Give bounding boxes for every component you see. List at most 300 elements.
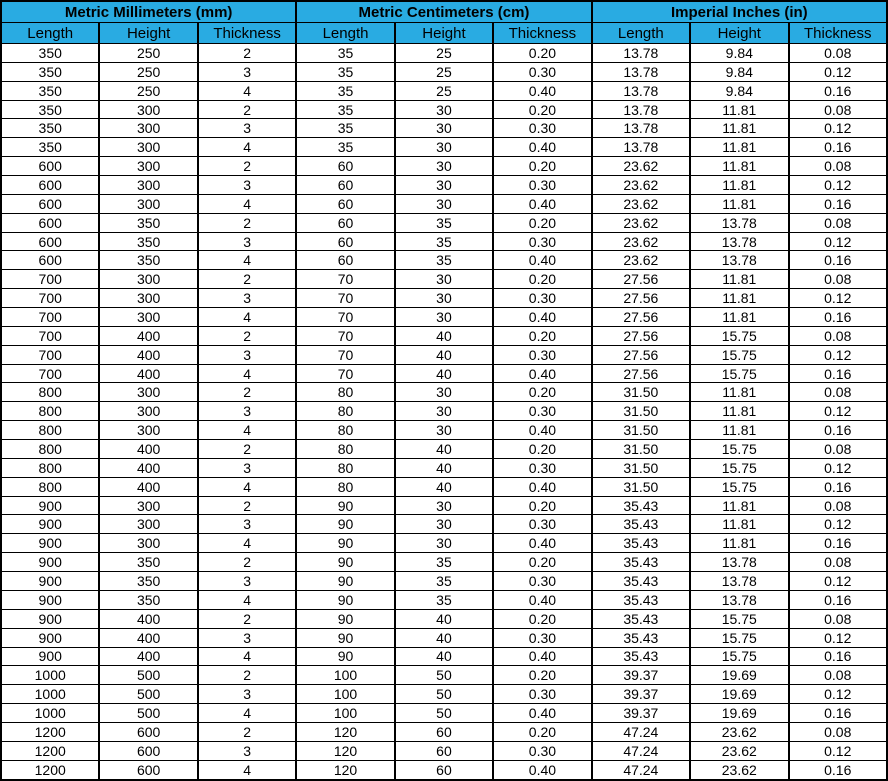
- cell: 35: [395, 213, 493, 232]
- cell: 400: [99, 440, 197, 459]
- cell: 47.24: [592, 741, 690, 760]
- cell: 19.69: [690, 666, 788, 685]
- cell: 350: [1, 138, 99, 157]
- cell: 11.81: [690, 119, 788, 138]
- cell: 0.30: [493, 572, 591, 591]
- cell: 0.08: [789, 440, 888, 459]
- cell: 0.12: [789, 289, 888, 308]
- col-header-cm-length: Length: [296, 23, 394, 44]
- cell: 13.78: [690, 232, 788, 251]
- cell: 2: [198, 157, 296, 176]
- cell: 13.78: [690, 251, 788, 270]
- cell: 90: [296, 628, 394, 647]
- cell: 2: [198, 326, 296, 345]
- cell: 0.30: [493, 458, 591, 477]
- cell: 0.16: [789, 364, 888, 383]
- cell: 47.24: [592, 760, 690, 780]
- cell: 4: [198, 308, 296, 327]
- table-row: [1, 477, 887, 496]
- cell: 0.40: [493, 308, 591, 327]
- cell: 19.69: [690, 685, 788, 704]
- cell: 0.12: [789, 572, 888, 591]
- table-row: [1, 628, 887, 647]
- cell: 3: [198, 628, 296, 647]
- cell: 90: [296, 609, 394, 628]
- cell: 0.30: [493, 628, 591, 647]
- cell: 80: [296, 383, 394, 402]
- table-row: [1, 100, 887, 119]
- cell: 0.08: [789, 666, 888, 685]
- table-row: [1, 609, 887, 628]
- col-header-in-thickness: Thickness: [789, 23, 888, 44]
- cell: 50: [395, 685, 493, 704]
- cell: 0.20: [493, 722, 591, 741]
- cell: 60: [296, 157, 394, 176]
- cell: 600: [1, 213, 99, 232]
- cell: 30: [395, 157, 493, 176]
- cell: 120: [296, 760, 394, 780]
- cell: 0.16: [789, 138, 888, 157]
- cell: 13.78: [690, 572, 788, 591]
- cell: 2: [198, 553, 296, 572]
- cell: 600: [99, 741, 197, 760]
- cell: 0.08: [789, 553, 888, 572]
- cell: 600: [1, 232, 99, 251]
- cell: 0.30: [493, 345, 591, 364]
- cell: 35.43: [592, 553, 690, 572]
- table-row: [1, 421, 887, 440]
- cell: 39.37: [592, 704, 690, 723]
- col-header-in-length: Length: [592, 23, 690, 44]
- cell: 50: [395, 666, 493, 685]
- cell: 0.08: [789, 213, 888, 232]
- cell: 30: [395, 402, 493, 421]
- cell: 3: [198, 741, 296, 760]
- cell: 11.81: [690, 402, 788, 421]
- cell: 300: [99, 100, 197, 119]
- cell: 35.43: [592, 628, 690, 647]
- cell: 11.81: [690, 308, 788, 327]
- cell: 4: [198, 760, 296, 780]
- cell: 4: [198, 421, 296, 440]
- cell: 90: [296, 534, 394, 553]
- cell: 27.56: [592, 289, 690, 308]
- cell: 0.16: [789, 194, 888, 213]
- group-header-metric-centimeters: Metric Centimeters (cm): [296, 1, 591, 23]
- cell: 350: [99, 251, 197, 270]
- cell: 300: [99, 270, 197, 289]
- cell: 15.75: [690, 609, 788, 628]
- cell: 80: [296, 477, 394, 496]
- cell: 3: [198, 345, 296, 364]
- cell: 23.62: [592, 157, 690, 176]
- table-row: [1, 44, 887, 63]
- cell: 300: [99, 402, 197, 421]
- cell: 0.08: [789, 44, 888, 63]
- cell: 350: [99, 572, 197, 591]
- cell: 0.12: [789, 741, 888, 760]
- table-row: [1, 364, 887, 383]
- col-header-in-height: Height: [690, 23, 788, 44]
- cell: 0.30: [493, 515, 591, 534]
- table-row: [1, 326, 887, 345]
- cell: 300: [99, 515, 197, 534]
- cell: 39.37: [592, 685, 690, 704]
- table-row: [1, 176, 887, 195]
- cell: 0.12: [789, 232, 888, 251]
- cell: 35: [296, 44, 394, 63]
- cell: 350: [1, 119, 99, 138]
- cell: 35: [296, 100, 394, 119]
- cell: 400: [99, 477, 197, 496]
- cell: 60: [296, 232, 394, 251]
- cell: 1000: [1, 685, 99, 704]
- cell: 30: [395, 308, 493, 327]
- cell: 31.50: [592, 421, 690, 440]
- cell: 90: [296, 553, 394, 572]
- cell: 40: [395, 364, 493, 383]
- cell: 2: [198, 383, 296, 402]
- group-header-metric-millimeters: Metric Millimeters (mm): [1, 1, 296, 23]
- cell: 600: [1, 176, 99, 195]
- table-row: [1, 232, 887, 251]
- cell: 0.16: [789, 308, 888, 327]
- col-header-cm-thickness: Thickness: [493, 23, 591, 44]
- cell: 800: [1, 421, 99, 440]
- cell: 0.20: [493, 326, 591, 345]
- col-header-mm-length: Length: [1, 23, 99, 44]
- cell: 0.08: [789, 609, 888, 628]
- cell: 13.78: [592, 138, 690, 157]
- cell: 11.81: [690, 270, 788, 289]
- cell: 60: [296, 251, 394, 270]
- cell: 35.43: [592, 609, 690, 628]
- cell: 0.30: [493, 119, 591, 138]
- cell: 0.12: [789, 458, 888, 477]
- cell: 40: [395, 458, 493, 477]
- cell: 2: [198, 270, 296, 289]
- cell: 700: [1, 308, 99, 327]
- cell: 11.81: [690, 383, 788, 402]
- cell: 300: [99, 308, 197, 327]
- table-row: [1, 157, 887, 176]
- cell: 35: [296, 119, 394, 138]
- cell: 900: [1, 515, 99, 534]
- cell: 13.78: [690, 590, 788, 609]
- cell: 900: [1, 534, 99, 553]
- table-row: [1, 685, 887, 704]
- cell: 4: [198, 590, 296, 609]
- cell: 0.30: [493, 741, 591, 760]
- cell: 23.62: [690, 722, 788, 741]
- cell: 0.40: [493, 760, 591, 780]
- cell: 90: [296, 572, 394, 591]
- group-header-imperial-inches: Imperial Inches (in): [592, 1, 887, 23]
- table-row: [1, 62, 887, 81]
- cell: 700: [1, 345, 99, 364]
- cell: 600: [1, 157, 99, 176]
- cell: 39.37: [592, 666, 690, 685]
- cell: 4: [198, 251, 296, 270]
- cell: 900: [1, 496, 99, 515]
- cell: 350: [1, 100, 99, 119]
- table-row: [1, 138, 887, 157]
- cell: 30: [395, 119, 493, 138]
- table-row: [1, 496, 887, 515]
- table-row: [1, 383, 887, 402]
- cell: 0.30: [493, 289, 591, 308]
- cell: 40: [395, 440, 493, 459]
- cell: 0.16: [789, 81, 888, 100]
- cell: 0.40: [493, 704, 591, 723]
- cell: 0.16: [789, 590, 888, 609]
- cell: 2: [198, 44, 296, 63]
- cell: 30: [395, 138, 493, 157]
- cell: 31.50: [592, 402, 690, 421]
- cell: 400: [99, 609, 197, 628]
- cell: 40: [395, 326, 493, 345]
- cell: 0.20: [493, 609, 591, 628]
- cell: 0.08: [789, 100, 888, 119]
- cell: 1200: [1, 722, 99, 741]
- cell: 35: [395, 232, 493, 251]
- cell: 70: [296, 345, 394, 364]
- cell: 25: [395, 62, 493, 81]
- cell: 40: [395, 647, 493, 666]
- cell: 900: [1, 647, 99, 666]
- cell: 0.20: [493, 383, 591, 402]
- cell: 0.20: [493, 157, 591, 176]
- cell: 9.84: [690, 44, 788, 63]
- cell: 90: [296, 647, 394, 666]
- cell: 600: [1, 251, 99, 270]
- cell: 400: [99, 628, 197, 647]
- cell: 0.16: [789, 647, 888, 666]
- cell: 500: [99, 666, 197, 685]
- cell: 3: [198, 402, 296, 421]
- cell: 350: [1, 81, 99, 100]
- cell: 0.08: [789, 496, 888, 515]
- cell: 60: [395, 722, 493, 741]
- cell: 13.78: [592, 62, 690, 81]
- cell: 300: [99, 157, 197, 176]
- cell: 27.56: [592, 364, 690, 383]
- cell: 0.40: [493, 421, 591, 440]
- cell: 3: [198, 572, 296, 591]
- cell: 0.20: [493, 666, 591, 685]
- cell: 2: [198, 440, 296, 459]
- cell: 1200: [1, 760, 99, 780]
- table-row: [1, 760, 887, 780]
- cell: 3: [198, 515, 296, 534]
- cell: 35: [296, 62, 394, 81]
- cell: 400: [99, 326, 197, 345]
- cell: 0.40: [493, 534, 591, 553]
- cell: 30: [395, 496, 493, 515]
- cell: 250: [99, 81, 197, 100]
- column-header-row: [1, 23, 887, 44]
- cell: 0.30: [493, 62, 591, 81]
- table-row: [1, 572, 887, 591]
- cell: 2: [198, 666, 296, 685]
- cell: 900: [1, 590, 99, 609]
- cell: 15.75: [690, 440, 788, 459]
- table-row: [1, 458, 887, 477]
- cell: 0.12: [789, 402, 888, 421]
- cell: 35: [296, 81, 394, 100]
- cell: 11.81: [690, 515, 788, 534]
- cell: 350: [1, 62, 99, 81]
- cell: 0.30: [493, 402, 591, 421]
- cell: 70: [296, 270, 394, 289]
- cell: 90: [296, 496, 394, 515]
- cell: 0.40: [493, 364, 591, 383]
- cell: 35.43: [592, 590, 690, 609]
- cell: 0.40: [493, 477, 591, 496]
- cell: 60: [296, 176, 394, 195]
- cell: 3: [198, 289, 296, 308]
- cell: 300: [99, 194, 197, 213]
- cell: 13.78: [592, 119, 690, 138]
- col-header-mm-height: Height: [99, 23, 197, 44]
- cell: 4: [198, 364, 296, 383]
- cell: 35.43: [592, 496, 690, 515]
- cell: 3: [198, 62, 296, 81]
- table-row: [1, 251, 887, 270]
- table-row: [1, 722, 887, 741]
- cell: 23.62: [690, 760, 788, 780]
- cell: 0.16: [789, 421, 888, 440]
- cell: 300: [99, 289, 197, 308]
- cell: 0.12: [789, 119, 888, 138]
- cell: 0.12: [789, 345, 888, 364]
- table-row: [1, 666, 887, 685]
- cell: 30: [395, 289, 493, 308]
- cell: 60: [395, 741, 493, 760]
- table-row: [1, 270, 887, 289]
- cell: 27.56: [592, 308, 690, 327]
- cell: 13.78: [592, 81, 690, 100]
- cell: 0.20: [493, 100, 591, 119]
- cell: 4: [198, 704, 296, 723]
- cell: 70: [296, 308, 394, 327]
- cell: 60: [395, 760, 493, 780]
- cell: 250: [99, 62, 197, 81]
- table-row: [1, 213, 887, 232]
- cell: 90: [296, 515, 394, 534]
- cell: 0.08: [789, 157, 888, 176]
- cell: 35: [395, 572, 493, 591]
- cell: 100: [296, 704, 394, 723]
- cell: 0.40: [493, 81, 591, 100]
- cell: 4: [198, 81, 296, 100]
- cell: 600: [1, 194, 99, 213]
- cell: 0.30: [493, 232, 591, 251]
- cell: 30: [395, 270, 493, 289]
- cell: 40: [395, 345, 493, 364]
- cell: 350: [99, 213, 197, 232]
- cell: 400: [99, 364, 197, 383]
- cell: 80: [296, 402, 394, 421]
- cell: 40: [395, 628, 493, 647]
- cell: 900: [1, 628, 99, 647]
- cell: 0.12: [789, 515, 888, 534]
- cell: 30: [395, 421, 493, 440]
- cell: 30: [395, 515, 493, 534]
- cell: 2: [198, 609, 296, 628]
- cell: 11.81: [690, 194, 788, 213]
- cell: 0.12: [789, 176, 888, 195]
- cell: 900: [1, 609, 99, 628]
- cell: 500: [99, 704, 197, 723]
- table-row: [1, 289, 887, 308]
- cell: 0.30: [493, 685, 591, 704]
- cell: 300: [99, 138, 197, 157]
- cell: 13.78: [592, 100, 690, 119]
- table-row: [1, 704, 887, 723]
- cell: 800: [1, 477, 99, 496]
- cell: 11.81: [690, 496, 788, 515]
- cell: 300: [99, 534, 197, 553]
- cell: 35.43: [592, 534, 690, 553]
- cell: 13.78: [592, 44, 690, 63]
- cell: 31.50: [592, 477, 690, 496]
- cell: 27.56: [592, 326, 690, 345]
- table-row: [1, 440, 887, 459]
- cell: 0.08: [789, 270, 888, 289]
- cell: 30: [395, 194, 493, 213]
- table-row: [1, 194, 887, 213]
- cell: 9.84: [690, 81, 788, 100]
- cell: 3: [198, 176, 296, 195]
- cell: 300: [99, 496, 197, 515]
- cell: 70: [296, 326, 394, 345]
- cell: 600: [99, 760, 197, 780]
- cell: 0.08: [789, 383, 888, 402]
- table-row: [1, 515, 887, 534]
- cell: 35.43: [592, 647, 690, 666]
- cell: 4: [198, 647, 296, 666]
- cell: 700: [1, 326, 99, 345]
- cell: 50: [395, 704, 493, 723]
- cell: 3: [198, 232, 296, 251]
- table-row: [1, 308, 887, 327]
- cell: 40: [395, 609, 493, 628]
- cell: 350: [99, 232, 197, 251]
- cell: 80: [296, 440, 394, 459]
- cell: 40: [395, 477, 493, 496]
- cell: 0.12: [789, 685, 888, 704]
- cell: 0.40: [493, 251, 591, 270]
- cell: 23.62: [592, 232, 690, 251]
- cell: 0.40: [493, 138, 591, 157]
- cell: 60: [296, 194, 394, 213]
- table-row: [1, 534, 887, 553]
- cell: 700: [1, 270, 99, 289]
- cell: 0.12: [789, 62, 888, 81]
- cell: 0.16: [789, 251, 888, 270]
- cell: 2: [198, 496, 296, 515]
- cell: 0.20: [493, 440, 591, 459]
- cell: 13.78: [690, 213, 788, 232]
- cell: 80: [296, 458, 394, 477]
- cell: 90: [296, 590, 394, 609]
- cell: 23.62: [592, 251, 690, 270]
- cell: 700: [1, 364, 99, 383]
- cell: 300: [99, 421, 197, 440]
- cell: 600: [99, 722, 197, 741]
- cell: 0.16: [789, 760, 888, 780]
